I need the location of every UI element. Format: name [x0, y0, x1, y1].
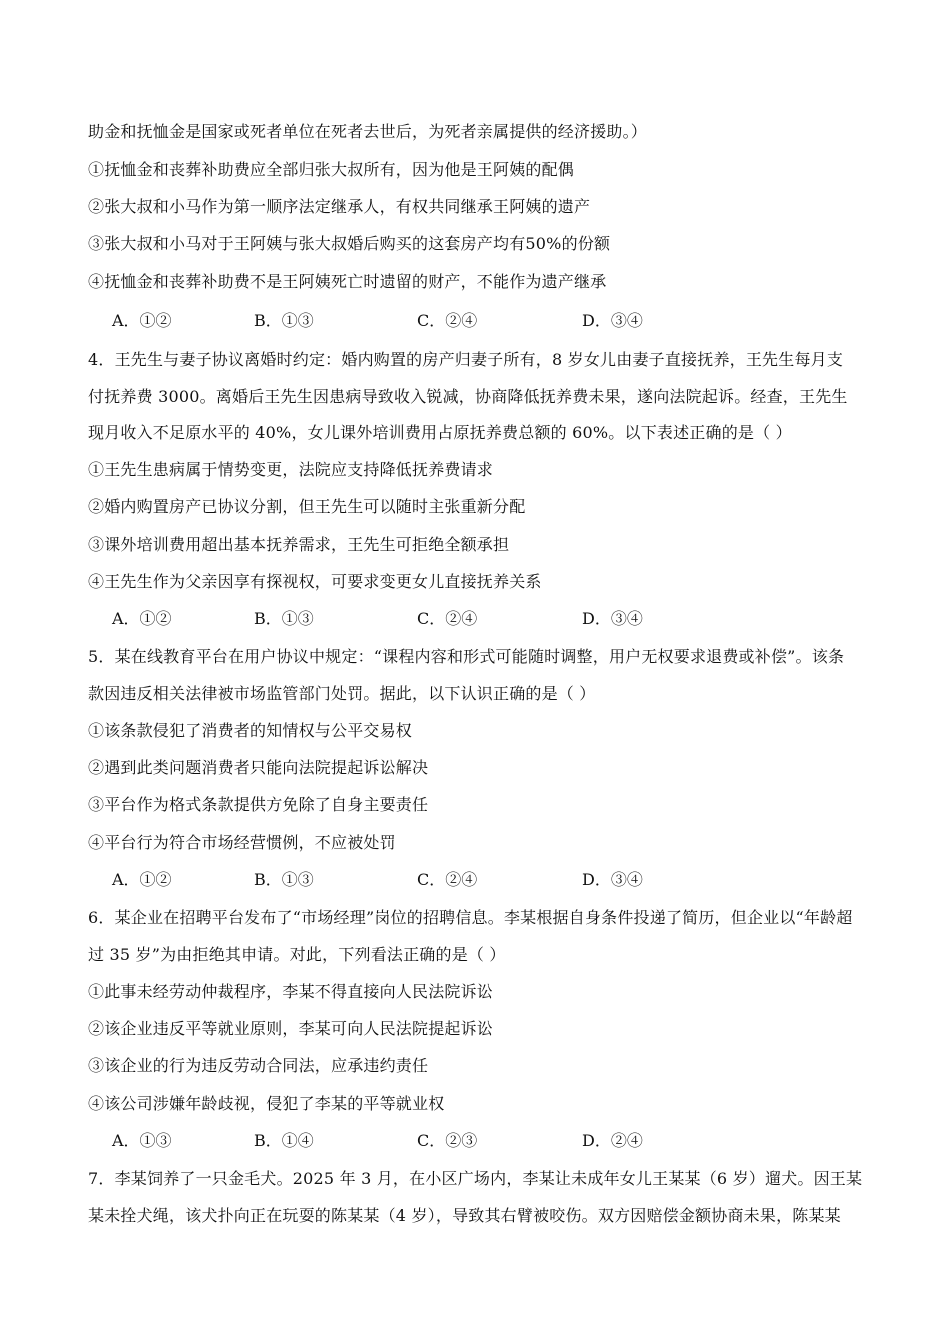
q3-option-a: A．①② [112, 311, 172, 330]
q7-stem-line-2: 某未拴犬绳，该犬扑向正在玩耍的陈某某（4 岁），导致其右臂被咬伤。双方因赔偿金额协商未果，陈某某 [88, 1206, 841, 1225]
q3-item-4: ④抚恤金和丧葬补助费不是王阿姨死亡时遗留的财产，不能作为遗产继承 [88, 272, 607, 291]
q6-option-b: B．①④ [254, 1131, 314, 1150]
q4-option-c: C．②④ [417, 609, 478, 628]
q3-item-2: ②张大叔和小马作为第一顺序法定继承人，有权共同继承王阿姨的遗产 [88, 197, 591, 216]
q6-item-1: ①此事未经劳动仲裁程序，李某不得直接向人民法院诉讼 [88, 982, 494, 1001]
q4-stem-line-3: 现月收入不足原水平的 40%，女儿课外培训费用占原抚养费总额的 60%。以下表述正确的是（ ） [88, 423, 792, 442]
q6-item-3: ③该企业的行为违反劳动合同法，应承违约责任 [88, 1056, 429, 1075]
q5-item-1: ①该条款侵犯了消费者的知情权与公平交易权 [88, 721, 413, 740]
q4-item-1: ①王先生患病属于情势变更，法院应支持降低抚养费请求 [88, 460, 494, 479]
q6-option-c: C．②③ [417, 1131, 478, 1150]
q5-item-4: ④平台行为符合市场经营惯例，不应被处罚 [88, 833, 396, 852]
q5-option-c: C．②④ [417, 870, 478, 889]
q3-option-c: C．②④ [417, 311, 478, 330]
q5-option-a: A．①② [112, 870, 172, 889]
q6-item-4: ④该公司涉嫌年龄歧视，侵犯了李某的平等就业权 [88, 1094, 445, 1113]
q6-stem-line-1: 6．某企业在招聘平台发布了“市场经理”岗位的招聘信息。李某根据自身条件投递了简历，但企业以“年龄超 [88, 908, 853, 927]
q3-stem-continuation: 助金和抚恤金是国家或死者单位在死者去世后，为死者亲属提供的经济援助。） [88, 122, 648, 141]
q6-item-2: ②该企业违反平等就业原则，李某可向人民法院提起诉讼 [88, 1019, 494, 1038]
q4-option-a: A．①② [112, 609, 172, 628]
q4-option-b: B．①③ [254, 609, 314, 628]
q5-item-2: ②遇到此类问题消费者只能向法院提起诉讼解决 [88, 758, 429, 777]
q4-options [112, 609, 812, 629]
q3-item-3: ③张大叔和小马对于王阿姨与张大叔婚后购买的这套房产均有50%的份额 [88, 234, 611, 253]
q6-stem-line-2: 过 35 岁”为由拒绝其申请。对此，下列看法正确的是（ ） [88, 945, 506, 964]
q3-option-b: B．①③ [254, 311, 314, 330]
q4-item-4: ④王先生作为父亲因享有探视权，可要求变更女儿直接抚养关系 [88, 572, 542, 591]
q4-stem-line-1: 4．王先生与妻子协议离婚时约定：婚内购置的房产归妻子所有，8 岁女儿由妻子直接抚养，王先生每月支 [88, 350, 844, 369]
q3-options [112, 311, 812, 331]
q5-stem-line-2: 款因违反相关法律被市场监管部门处罚。据此，以下认识正确的是（ ） [88, 684, 596, 703]
q6-options [112, 1131, 812, 1151]
q4-item-2: ②婚内购置房产已协议分割，但王先生可以随时主张重新分配 [88, 497, 526, 516]
q5-item-3: ③平台作为格式条款提供方免除了自身主要责任 [88, 795, 429, 814]
q4-item-3: ③课外培训费用超出基本抚养需求，王先生可拒绝全额承担 [88, 535, 510, 554]
q6-option-d: D．②④ [582, 1131, 643, 1150]
q5-stem-line-1: 5．某在线教育平台在用户协议中规定：“课程内容和形式可能随时调整，用户无权要求退费或补偿”。该条 [88, 647, 845, 666]
q3-item-1: ①抚恤金和丧葬补助费应全部归张大叔所有，因为他是王阿姨的配偶 [88, 160, 575, 179]
q3-option-d: D．③④ [582, 311, 643, 330]
q5-options [112, 870, 812, 890]
q5-option-d: D．③④ [582, 870, 643, 889]
q4-stem-line-2: 付抚养费 3000。离婚后王先生因患病导致收入锐减，协商降低抚养费未果，遂向法院起诉。经查，王先生 [88, 387, 848, 406]
q4-option-d: D．③④ [582, 609, 643, 628]
q7-stem-line-1: 7．李某饲养了一只金毛犬。2025 年 3 月，在小区广场内，李某让未成年女儿王某某（6 岁）遛犬。因王某 [88, 1169, 863, 1188]
q6-option-a: A．①③ [112, 1131, 172, 1150]
q5-option-b: B．①③ [254, 870, 314, 889]
